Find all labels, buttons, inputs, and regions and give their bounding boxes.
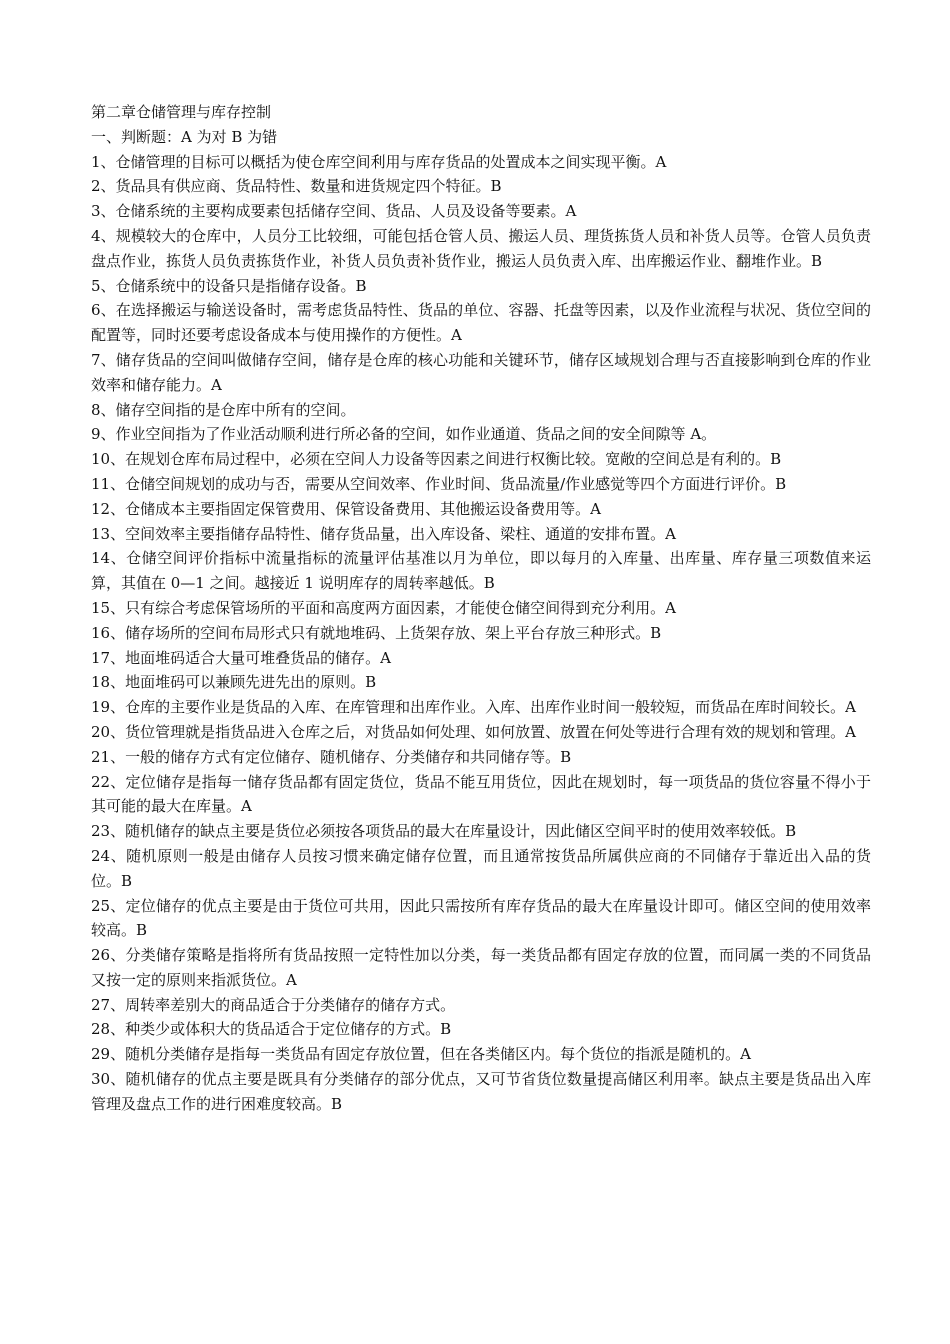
question-1: 1、仓储管理的目标可以概括为使仓库空间利用与库存货品的处置成本之间实现平衡。A <box>91 152 667 171</box>
question-9: 9、作业空间指为了作业活动顺利进行所必备的空间，如作业通道、货品之间的安全间隙等 A。 <box>91 425 717 444</box>
question-19: 19、仓库的主要作业是货品的入库、在库管理和出库作业。入库、出库作业时间一般较短，而货品在库时间较长。A <box>91 698 856 717</box>
question-3: 3、仓储系统的主要构成要素包括储存空间、货品、人员及设备等要素。A <box>91 202 577 221</box>
question-29: 29、随机分类储存是指每一类货品有固定存放位置，但在各类储区内。每个货位的指派是随机的。A <box>91 1045 751 1064</box>
question-16: 16、储存场所的空间布局形式只有就地堆码、上货架存放、架上平台存放三种形式。B <box>91 623 662 642</box>
question-20: 20、货位管理就是指货品进入仓库之后，对货品如何处理、如何放置、放置在何处等进行合理有效的规划和管理。A <box>91 722 856 741</box>
chapter-title: 第二章仓储管理与库存控制 <box>91 103 272 121</box>
question-18: 18、地面堆码可以兼顾先进先出的原则。B <box>91 673 377 692</box>
question-30: 30、随机储存的优点主要是既具有分类储存的部分优点，又可节省货位数量提高储区利用率。缺点主要是货品出入库管理及盘点工作的进行困难度较高。B <box>91 1070 871 1113</box>
question-6: 6、在选择搬运与输送设备时，需考虑货品特性、货品的单位、容器、托盘等因素，以及作业流程与状况、货位空间的配置等，同时还要考虑设备成本与使用操作的方便性。A <box>91 301 871 345</box>
question-2: 2、货品具有供应商、货品特性、数量和进货规定四个特征。B <box>91 177 502 196</box>
question-11: 11、仓储空间规划的成功与否，需要从空间效率、作业时间、货品流量/作业感觉等四个方面进行评价。B <box>91 474 787 493</box>
section-heading: 一、判断题：A 为对 B 为错 <box>91 127 278 146</box>
question-28: 28、种类少或体积大的货品适合于定位储存的方式。B <box>91 1020 452 1039</box>
document-page <box>91 100 871 1117</box>
question-14: 14、仓储空间评价指标中流量指标的流量评估基准以月为单位，即以每月的入库量、出库量、库存量三项数值来运算，其值在 0—1 之间。越接近 1 说明库存的周转率越低。B <box>91 549 871 593</box>
question-12: 12、仓储成本主要指固定保管费用、保管设备费用、其他搬运设备费用等。A <box>91 499 601 518</box>
question-13: 13、空间效率主要指储存品特性、储存货品量，出入库设备、梁柱、通道的安排布置。A <box>91 524 676 543</box>
question-23: 23、随机储存的缺点主要是货位必须按各项货品的最大在库量设计，因此储区空间平时的使用效率较低。B <box>91 822 797 841</box>
question-17: 17、地面堆码适合大量可堆叠货品的储存。A <box>91 648 391 667</box>
question-25: 25、定位储存的优点主要是由于货位可共用，因此只需按所有库存货品的最大在库量设计即可。储区空间的使用效率较高。B <box>91 896 871 940</box>
question-4: 4、规模较大的仓库中，人员分工比较细，可能包括仓管人员、搬运人员、理货拣货人员和补货人员等。仓管人员负责盘点作业，拣货人员负责拣货作业，补货人员负责补货作业，搬运人员负责入库、出库搬运作业、翻堆作业。B <box>91 226 871 270</box>
question-8: 8、储存空间指的是仓库中所有的空间。 <box>91 400 356 419</box>
question-24: 24、随机原则一般是由储存人员按习惯来确定储存位置，而且通常按货品所属供应商的不同储存于靠近出入品的货位。B <box>91 846 871 890</box>
question-27: 27、周转率差别大的商品适合于分类储存的储存方式。 <box>91 995 456 1014</box>
question-7: 7、储存货品的空间叫做储存空间，储存是仓库的核心功能和关键环节，储存区域规划合理与否直接影响到仓库的作业效率和储存能力。A <box>91 350 871 394</box>
question-5: 5、仓储系统中的设备只是指储存设备。B <box>91 276 367 295</box>
question-10: 10、在规划仓库布局过程中，必须在空间人力设备等因素之间进行权衡比较。宽敞的空间总是有利的。B <box>91 450 782 469</box>
question-22: 22、定位储存是指每一储存货品都有固定货位，货品不能互用货位，因此在规划时，每一项货品的货位容量不得小于其可能的最大在库量。A <box>91 772 871 816</box>
question-21: 21、一般的储存方式有定位储存、随机储存、分类储存和共同储存等。B <box>91 747 572 766</box>
question-15: 15、只有综合考虑保管场所的平面和高度两方面因素，才能使仓储空间得到充分利用。A <box>91 598 676 617</box>
question-26: 26、分类储存策略是指将所有货品按照一定特性加以分类，每一类货品都有固定存放的位置，而同属一类的不同货品又按一定的原则来指派货位。A <box>91 946 871 989</box>
